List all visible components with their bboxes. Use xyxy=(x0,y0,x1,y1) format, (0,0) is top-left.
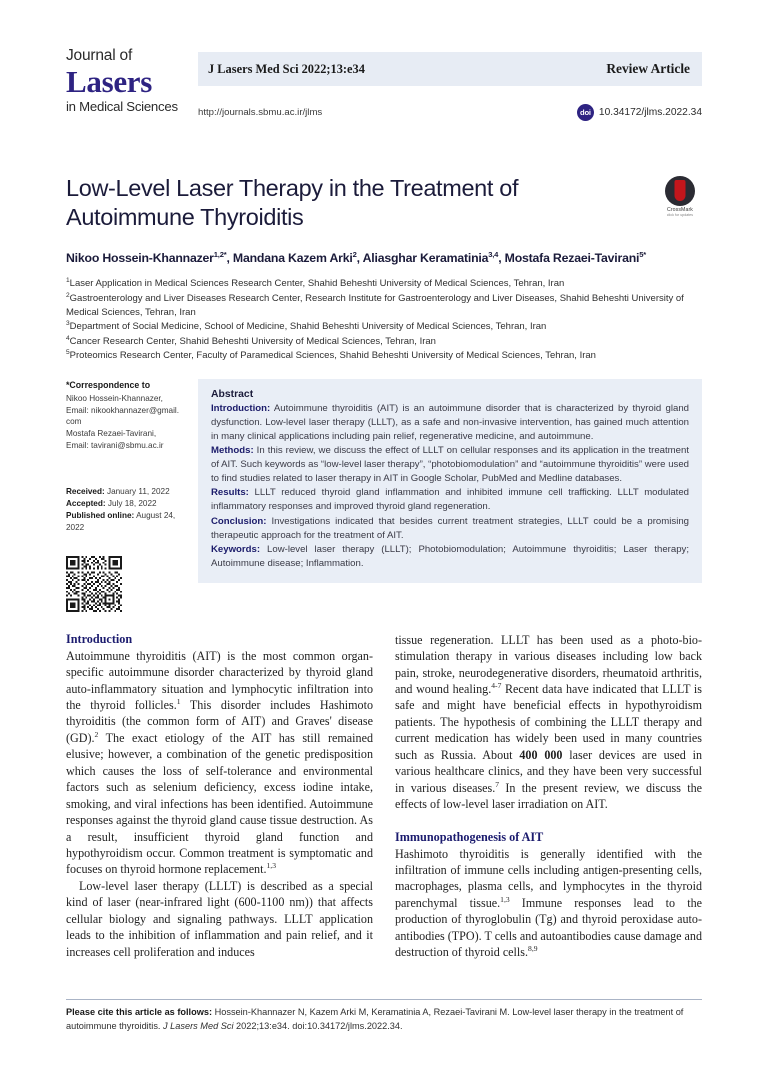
title-row xyxy=(66,174,702,232)
logo-line-journal-of: Journal of xyxy=(66,47,133,64)
correspondence-heading: *Correspondence to xyxy=(66,380,151,391)
journal-logo xyxy=(66,48,188,113)
affiliation-item: $^4$Cancer Research Center, Shahid Beheshti University of Medical Sciences, Tehran, Iran xyxy=(66,334,436,347)
abstract-section-methods xyxy=(211,444,689,486)
page-title: Low-Level Laser Therapy in the Treatment of Autoimmune Thyroiditis xyxy=(66,175,519,231)
body-column-right xyxy=(395,632,702,961)
citation-footer xyxy=(66,999,702,1034)
correspondence-line: Nikoo Hossein-Khannazer, xyxy=(66,393,163,403)
affiliation-item: $^3$Department of Social Medicine, School of Medicine, Shahid Beheshti University of Medical Sciences, Tehran, Iran xyxy=(66,320,547,333)
body-columns xyxy=(66,632,702,961)
citation-ribbon xyxy=(198,52,702,86)
accepted-label: Accepted: xyxy=(66,498,106,508)
footer-divider xyxy=(66,999,702,1000)
abstract-text-introduction: Autoimmune thyroiditis (AIT) is an autoimmune disorder that is characterized by thyroid gland dysfunction. Low-level laser therapy (LLLT), as a safe and non-invasive intervention, has gained much attention in many clinical applications including pain relief, regenerative medicine, and autoimmune. xyxy=(211,403,689,442)
masthead-links-row xyxy=(198,104,702,121)
published-date xyxy=(66,510,188,534)
correspondence-line: Mostafa Rezaei-Tavirani, xyxy=(66,429,157,439)
footer-citation xyxy=(66,1006,702,1034)
correspondence-column xyxy=(66,379,198,612)
footer-cite-label: Please cite this article as follows: xyxy=(66,1007,213,1018)
doi-value: 10.34172/jlms.2022.34 xyxy=(598,107,702,118)
footer-cite-text-1: Hossein-Khannazer N, Kazem Arki M, Keramatinia A, Rezaei-Tavirani M. Low-level laser therapy in the treatment of autoimmune thyroiditis. xyxy=(66,1007,684,1032)
correspondence-line: Email: tavirani@sbmu.ac.ir xyxy=(66,440,164,450)
correspondence-line: com xyxy=(66,417,82,427)
abstract-label-introduction: Introduction: xyxy=(211,403,271,415)
body-paragraph: tissue regeneration. LLLT has been used as a photo-bio-stimulation therapy in various diseases including low back pain, stroke, neurodegenerative disorders, rheumatoid arthritis, and wound healing.$^{4-7}$ Recent data have indicated that LLLT is safe and might have beneficial effects in hypothyroidism patients. The hypothesis of combining the LLLT therapy and current medication has widely been used in many countries such as Russia. About 400 000 laser devices are used in various healthcare clinics, and they have been very successful in various diseases.$^7$ In the present review, we discuss the effects of low-level laser irradiation on AIT. xyxy=(395,632,702,812)
body-paragraph: Hashimoto thyroiditis is generally identified with the infiltration of immune cells including antigen-presenting cells, macrophages, plasma cells, and lymphocytes in the thyroid parenchymal tissue.$^{1,3}$ Immune responses lead to the production of thyroglobulin (Tg) and thyroid peroxidase auto-antibodies (TPO). T cells and autoantibodies cause damage and destruction of thyroid cells.$^{8,9}$ xyxy=(395,846,702,960)
abstract-label-keywords: Keywords: xyxy=(211,544,261,556)
published-label: Published online: xyxy=(66,510,135,520)
published-value: August 24, 2022 xyxy=(66,510,176,532)
abstract-text-results: LLLT reduced thyroid gland inflammation and inhibited immune cell trafficking. LLLT modulated inflammatory responses and improved thyroid gland regeneration. xyxy=(211,487,689,513)
logo-line-lasers: Lasers xyxy=(66,63,153,99)
accepted-date xyxy=(66,498,188,510)
section-heading-introduction: Introduction xyxy=(66,631,133,646)
footer-cite-journal: J Lasers Med Sci xyxy=(163,1021,234,1032)
correspondence-line: Email: nikookhannazer@gmail. xyxy=(66,405,179,415)
qr-code-icon[interactable] xyxy=(66,556,122,612)
article-type-label: Review Article xyxy=(606,61,690,76)
author-list: Nikoo Hossein-Khannazer$^{1,2*}$, Mandana Kazem Arki$^2$, Aliasghar Keramatinia$^{3,4}$, Mostafa Rezaei-Tavirani$^{5*}$ xyxy=(66,250,647,266)
received-value: January 11, 2022 xyxy=(106,486,170,496)
affiliation-item: $^2$Gastroenterology and Liver Diseases Research Center, Research Institute for Gastroenterology and Liver Diseases, Shahid Beheshti University of Medical Sciences, Tehran, Iran xyxy=(66,291,684,318)
crossmark-badge[interactable] xyxy=(658,176,702,217)
masthead xyxy=(66,0,702,140)
body-paragraph: Autoimmune thyroiditis (AIT) is the most common organ-specific autoimmune disorder characterized by thyroid gland auto-inflammatory situation and lymphocytic infiltration into the thyroid follicles.$^1$ This disorder includes Hashimoto thyroiditis (the common form of AIT) and Graves' disease (GD).$^2$ The exact etiology of the AIT has still remained elusive; however, a combination of the genetic predisposition which causes the loss of self-tolerance and environmental factors such as selenium deficiency, excess iodine intake, smoking, and viral infections has been identified. Autoimmune responses against the thyroid gland cause tissue destruction. As a result, insufficient thyroid gland function and hypothyroidism occur. Common treatment is symptomatic and focuses on thyroid hormone replacement.$^{1,3}$ xyxy=(66,648,373,877)
abstract-box xyxy=(198,379,702,583)
abstract-label-methods: Methods: xyxy=(211,445,254,457)
crossmark-label: CrossMark xyxy=(667,207,693,213)
metadata-and-abstract xyxy=(66,379,702,612)
publication-dates xyxy=(66,486,188,534)
correspondence-block xyxy=(66,379,188,452)
abstract-section-results xyxy=(211,486,689,514)
affiliation-item: $^1$Laser Application in Medical Sciences Research Center, Shahid Beheshti University of Medical Sciences, Tehran, Iran xyxy=(66,277,565,290)
journal-issue-citation: J Lasers Med Sci 2022;13:e34 xyxy=(208,61,365,76)
crossmark-sublabel: click for updates xyxy=(666,213,694,217)
body-column-left xyxy=(66,632,373,961)
abstract-section-conclusion xyxy=(211,515,689,543)
doi-badge-icon: doi xyxy=(577,104,594,121)
abstract-text-conclusion: Investigations indicated that besides current treatment strategies, LLLT could be a promising therapeutic approach for the treatment of AIT. xyxy=(211,515,689,541)
doi-link[interactable] xyxy=(577,104,702,121)
abstract-section-introduction xyxy=(211,402,689,444)
abstract-section-keywords xyxy=(211,543,689,571)
received-date xyxy=(66,486,188,498)
abstract-label-conclusion: Conclusion: xyxy=(211,515,267,527)
affiliation-list xyxy=(66,276,702,363)
abstract-text-keywords: Low-level laser therapy (LLLT); Photobiomodulation; Autoimmune thyroiditis; Laser therapy; Autoimmune disease; Inflammation. xyxy=(211,544,689,569)
abstract-heading: Abstract xyxy=(211,389,254,401)
footer-cite-text-2: 2022;13:e34. doi:10.34172/jlms.2022.34. xyxy=(233,1021,403,1032)
journal-url-link[interactable]: http://journals.sbmu.ac.ir/jlms xyxy=(198,107,323,118)
abstract-text-methods: In this review, we discuss the effect of LLLT on cellular responses and its application in the treatment of AIT. Such keywords as “low-level laser therapy”, “photobiomodulation” and “autoimmune thyroiditis” were used to find studies related to laser therapy in AIT in Google Scholar, PubMed and Medline databases. xyxy=(211,445,689,485)
crossmark-icon xyxy=(665,176,695,206)
received-label: Received: xyxy=(66,486,105,496)
body-paragraph: Low-level laser therapy (LLLT) is described as a special kind of laser (near-infrared light (600-1100 nm)) that affects cellular biology and signaling pathways. LLLT application leads to the inhibition of inflammation and pain relief, and it increases cell proliferation and induces xyxy=(66,878,373,959)
affiliation-item: $^5$Proteomics Research Center, Faculty of Paramedical Sciences, Shahid Beheshti University of Medical Sciences, Tehran, Iran xyxy=(66,349,596,362)
accepted-value: July 18, 2022 xyxy=(107,498,157,508)
section-heading-immunopathogenesis: Immunopathogenesis of AIT xyxy=(395,829,544,844)
logo-line-in-medical-sciences: in Medical Sciences xyxy=(66,98,178,114)
abstract-label-results: Results: xyxy=(211,487,249,499)
